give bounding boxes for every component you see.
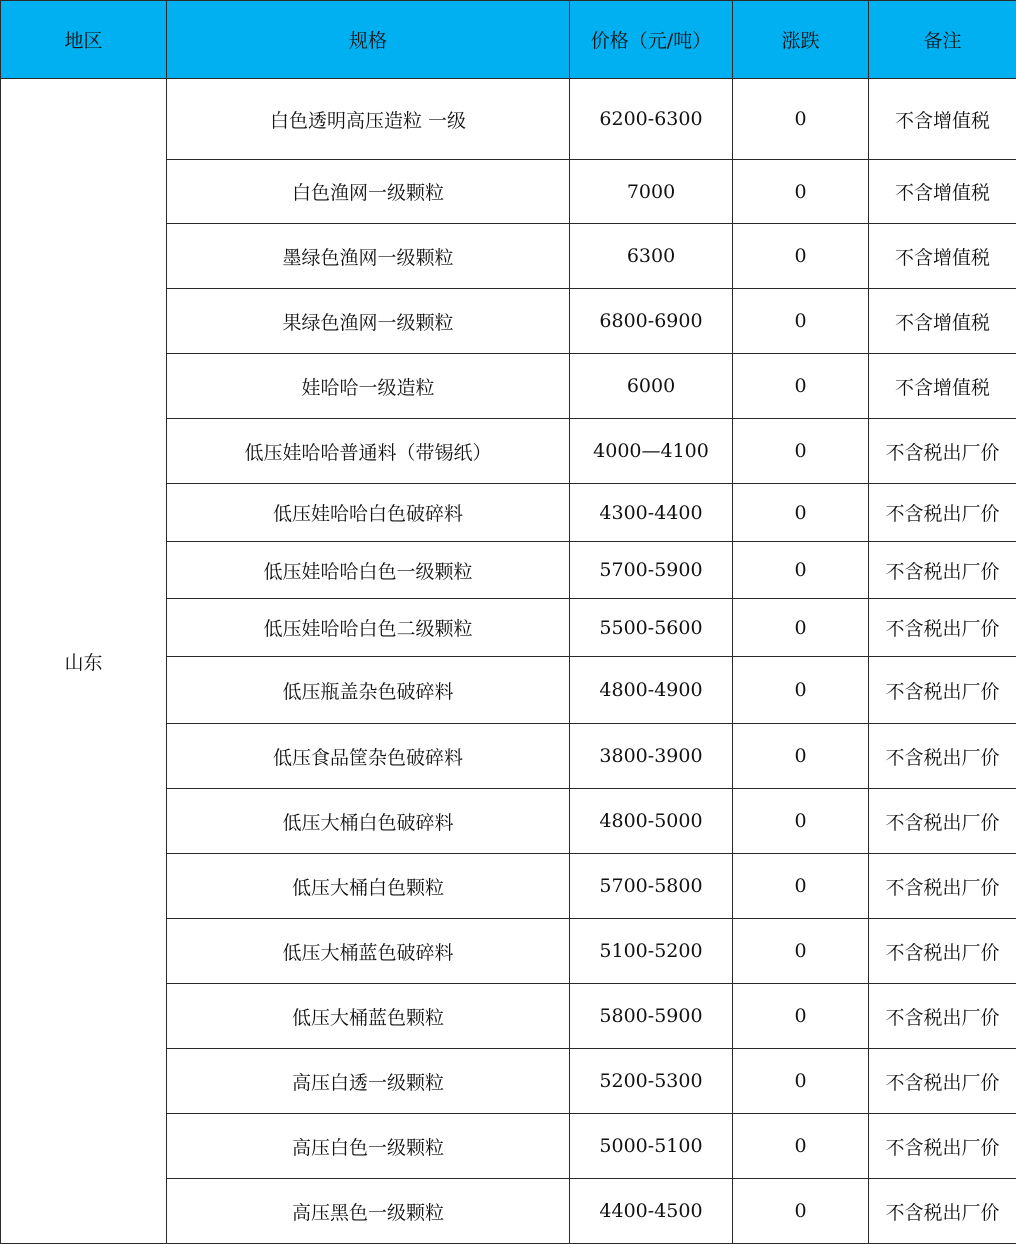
note-cell: 不含税出厂价 bbox=[869, 542, 1016, 599]
spec-cell: 低压娃哈哈普通料（带锡纸） bbox=[167, 419, 570, 484]
change-cell: 0 bbox=[733, 224, 869, 289]
spec-cell: 白色透明高压造粒 一级 bbox=[167, 79, 570, 160]
header-region: 地区 bbox=[1, 1, 167, 79]
price-cell: 4800-5000 bbox=[570, 789, 733, 854]
note-cell: 不含税出厂价 bbox=[869, 919, 1016, 984]
price-cell: 6000 bbox=[570, 354, 733, 419]
table-row bbox=[1, 79, 1016, 160]
change-cell: 0 bbox=[733, 289, 869, 354]
price-cell: 6300 bbox=[570, 224, 733, 289]
note-cell: 不含税出厂价 bbox=[869, 1049, 1016, 1114]
spec-cell: 墨绿色渔网一级颗粒 bbox=[167, 224, 570, 289]
change-cell: 0 bbox=[733, 789, 869, 854]
change-cell: 0 bbox=[733, 599, 869, 657]
price-cell: 5700-5900 bbox=[570, 542, 733, 599]
spec-cell: 低压大桶白色破碎料 bbox=[167, 789, 570, 854]
note-cell: 不含增值税 bbox=[869, 160, 1016, 224]
spec-cell: 高压黑色一级颗粒 bbox=[167, 1179, 570, 1244]
change-cell: 0 bbox=[733, 657, 869, 724]
spec-cell: 低压瓶盖杂色破碎料 bbox=[167, 657, 570, 724]
note-cell: 不含税出厂价 bbox=[869, 854, 1016, 919]
price-cell: 5500-5600 bbox=[570, 599, 733, 657]
note-cell: 不含税出厂价 bbox=[869, 984, 1016, 1049]
region-cell: 山东 bbox=[1, 79, 167, 1244]
spec-cell: 低压大桶蓝色破碎料 bbox=[167, 919, 570, 984]
change-cell: 0 bbox=[733, 79, 869, 160]
table-header bbox=[1, 1, 1016, 79]
spec-cell: 低压大桶白色颗粒 bbox=[167, 854, 570, 919]
price-cell: 5200-5300 bbox=[570, 1049, 733, 1114]
note-cell: 不含税出厂价 bbox=[869, 1114, 1016, 1179]
note-cell: 不含增值税 bbox=[869, 79, 1016, 160]
change-cell: 0 bbox=[733, 1179, 869, 1244]
price-cell: 6200-6300 bbox=[570, 79, 733, 160]
note-cell: 不含增值税 bbox=[869, 354, 1016, 419]
change-cell: 0 bbox=[733, 984, 869, 1049]
price-cell: 5000-5100 bbox=[570, 1114, 733, 1179]
price-cell: 6800-6900 bbox=[570, 289, 733, 354]
spec-cell: 低压娃哈哈白色一级颗粒 bbox=[167, 542, 570, 599]
note-cell: 不含税出厂价 bbox=[869, 789, 1016, 854]
spec-cell: 低压食品筐杂色破碎料 bbox=[167, 724, 570, 789]
spec-cell: 低压娃哈哈白色破碎料 bbox=[167, 484, 570, 542]
header-price: 价格（元/吨） bbox=[570, 1, 733, 79]
note-cell: 不含增值税 bbox=[869, 289, 1016, 354]
note-cell: 不含税出厂价 bbox=[869, 419, 1016, 484]
price-cell: 4000—4100 bbox=[570, 419, 733, 484]
change-cell: 0 bbox=[733, 542, 869, 599]
change-cell: 0 bbox=[733, 1114, 869, 1179]
spec-cell: 娃哈哈一级造粒 bbox=[167, 354, 570, 419]
note-cell: 不含税出厂价 bbox=[869, 657, 1016, 724]
price-cell: 4800-4900 bbox=[570, 657, 733, 724]
spec-cell: 高压白透一级颗粒 bbox=[167, 1049, 570, 1114]
note-cell: 不含税出厂价 bbox=[869, 599, 1016, 657]
price-cell: 5700-5800 bbox=[570, 854, 733, 919]
change-cell: 0 bbox=[733, 160, 869, 224]
change-cell: 0 bbox=[733, 354, 869, 419]
spec-cell: 高压白色一级颗粒 bbox=[167, 1114, 570, 1179]
change-cell: 0 bbox=[733, 724, 869, 789]
change-cell: 0 bbox=[733, 854, 869, 919]
header-spec: 规格 bbox=[167, 1, 570, 79]
table-body bbox=[1, 79, 1016, 1244]
note-cell: 不含税出厂价 bbox=[869, 484, 1016, 542]
spec-cell: 低压大桶蓝色颗粒 bbox=[167, 984, 570, 1049]
header-row bbox=[1, 1, 1016, 79]
change-cell: 0 bbox=[733, 419, 869, 484]
price-cell: 3800-3900 bbox=[570, 724, 733, 789]
price-cell: 7000 bbox=[570, 160, 733, 224]
note-cell: 不含增值税 bbox=[869, 224, 1016, 289]
header-change: 涨跌 bbox=[733, 1, 869, 79]
spec-cell: 低压娃哈哈白色二级颗粒 bbox=[167, 599, 570, 657]
price-cell: 5800-5900 bbox=[570, 984, 733, 1049]
change-cell: 0 bbox=[733, 1049, 869, 1114]
spec-cell: 白色渔网一级颗粒 bbox=[167, 160, 570, 224]
note-cell: 不含税出厂价 bbox=[869, 1179, 1016, 1244]
price-cell: 4300-4400 bbox=[570, 484, 733, 542]
header-note: 备注 bbox=[869, 1, 1016, 79]
change-cell: 0 bbox=[733, 919, 869, 984]
price-cell: 5100-5200 bbox=[570, 919, 733, 984]
spec-cell: 果绿色渔网一级颗粒 bbox=[167, 289, 570, 354]
note-cell: 不含税出厂价 bbox=[869, 724, 1016, 789]
change-cell: 0 bbox=[733, 484, 869, 542]
price-cell: 4400-4500 bbox=[570, 1179, 733, 1244]
